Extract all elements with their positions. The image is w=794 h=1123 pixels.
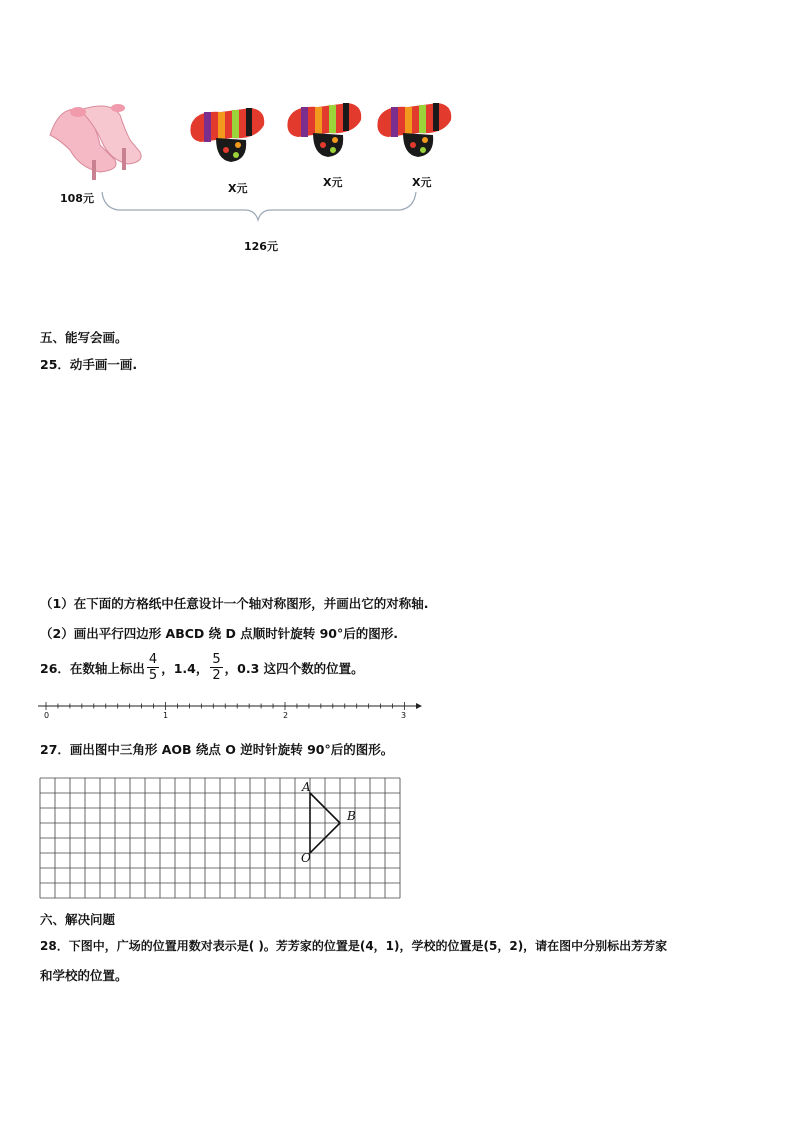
sock-pair-1-image [186, 100, 271, 170]
shoes-image [40, 90, 160, 185]
point-label-a: A [302, 780, 311, 794]
q25-part2: （2）画出平行四边形 ABCD 绕 D 点顺时针旋转 90°后的图形. [40, 626, 398, 641]
fraction-denominator: 5 [148, 668, 158, 683]
q25-title: 25．动手画一画. [40, 357, 138, 372]
section5-title: 五、能写会画。 [40, 330, 128, 345]
q26-suffix: ，0.3 这四个数的位置。 [224, 660, 364, 676]
q27-title: 27．画出图中三角形 AOB 绕点 O 逆时针旋转 90°后的图形。 [40, 742, 394, 757]
bracket-brace [100, 190, 420, 220]
sock-price-label-2: X元 [323, 176, 343, 189]
square-grid[interactable] [40, 778, 402, 895]
fraction-four-fifths [147, 652, 159, 683]
sock-price-label-3: X元 [412, 176, 432, 189]
number-line-arrow [416, 703, 422, 709]
q28-line1: 28．下图中，广场的位置用数对表示是( )。芳芳家的位置是(4，1)，学校的位置是(5，2)，请在图中分别标出芳芳家 [40, 939, 668, 953]
q26-mid: ，1.4， [161, 660, 209, 676]
shop-figure [40, 90, 480, 260]
axis-label-1: 1 [163, 711, 169, 720]
sock-price-label-1: X元 [228, 182, 248, 195]
number-line[interactable] [38, 700, 428, 722]
total-price-label: 126元 [244, 240, 278, 253]
sock-pair-2-image [283, 95, 368, 165]
section6-title: 六、解决问题 [40, 912, 116, 927]
fraction-five-halves [210, 652, 222, 683]
q25-part1: （1）在下面的方格纸中任意设计一个轴对称图形，并画出它的对称轴. [40, 596, 429, 611]
axis-label-2: 2 [283, 711, 289, 720]
fraction-numerator: 4 [148, 652, 158, 667]
fraction-denominator: 2 [212, 668, 221, 683]
sock-pair-3-image [373, 95, 458, 165]
q26-text [40, 652, 364, 683]
q28-line2: 和学校的位置。 [40, 968, 128, 983]
point-label-b: B [347, 809, 356, 823]
q26-prefix: 26．在数轴上标出 [40, 660, 145, 676]
shoe-price-label: 108元 [60, 192, 94, 205]
axis-label-0: 0 [44, 711, 50, 720]
fraction-numerator: 5 [212, 652, 221, 667]
axis-label-3: 3 [401, 711, 407, 720]
point-label-o: O [301, 851, 311, 865]
